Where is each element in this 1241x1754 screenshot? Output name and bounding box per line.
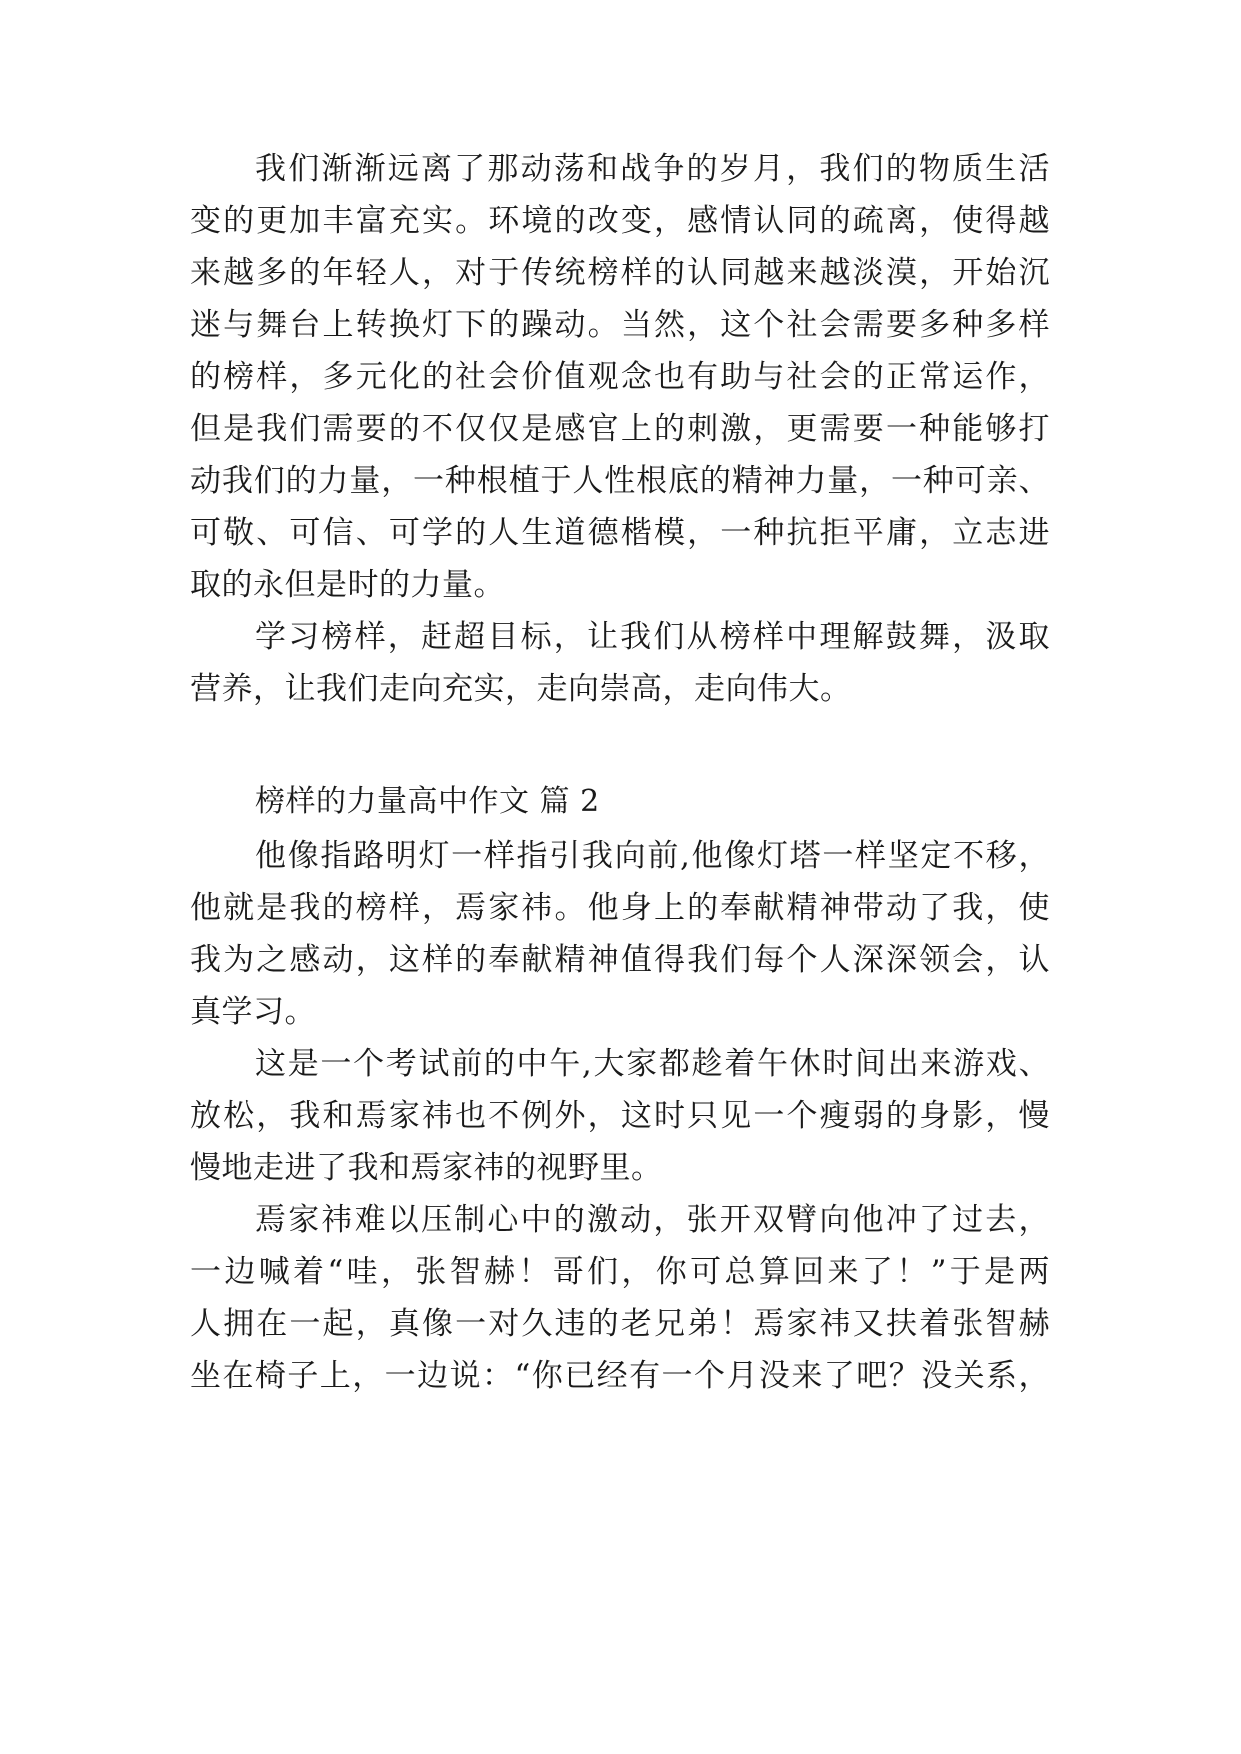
- text-line: 坐在椅子上，一边说：“你已经有一个月没来了吧？没关系，: [190, 1358, 1050, 1394]
- text-line: 焉家祎难以压制心中的激动，张开双臂向他冲了过去，: [255, 1202, 1050, 1238]
- text-line: 我为之感动，这样的奉献精神值得我们每个人深深领会，认: [190, 942, 1050, 978]
- text-line: 的榜样，多元化的社会价值观念也有助与社会的正常运作，: [190, 359, 1050, 395]
- text-line: 迷与舞台上转换灯下的躁动。当然，这个社会需要多种多样: [190, 307, 1050, 343]
- text-line: 学习榜样，赶超目标，让我们从榜样中理解鼓舞，汲取: [255, 619, 1050, 655]
- text-line: 变的更加丰富充实。环境的改变，感情认同的疏离，使得越: [190, 203, 1050, 239]
- text-line: 一边喊着“哇，张智赫！哥们，你可总算回来了！”于是两: [190, 1254, 1050, 1290]
- text-line: 他像指路明灯一样指引我向前,他像灯塔一样坚定不移，: [255, 838, 1050, 874]
- text-line: 但是我们需要的不仅仅是感官上的刺激，更需要一种能够打: [190, 411, 1050, 447]
- text-line: 放松，我和焉家祎也不例外，这时只见一个瘦弱的身影，慢: [190, 1098, 1050, 1134]
- text-line: 这是一个考试前的中午,大家都趁着午休时间出来游戏、: [255, 1046, 1050, 1082]
- text-line: 营养，让我们走向充实，走向崇高，走向伟大。: [190, 671, 852, 707]
- text-line: 来越多的年轻人，对于传统榜样的认同越来越淡漠，开始沉: [190, 255, 1050, 291]
- text-line: 动我们的力量，一种根植于人性根底的精神力量，一种可亲、: [190, 463, 1050, 499]
- text-line: 人拥在一起，真像一对久违的老兄弟！焉家祎又扶着张智赫: [190, 1306, 1050, 1342]
- text-line: 我们渐渐远离了那动荡和战争的岁月，我们的物质生活: [255, 151, 1050, 187]
- text-line: 真学习。: [190, 994, 316, 1030]
- text-line: 可敬、可信、可学的人生道德楷模，一种抗拒平庸，立志进: [190, 515, 1050, 551]
- section-heading: 榜样的力量高中作文 篇 2: [255, 784, 600, 819]
- text-line: 取的永但是时的力量。: [190, 567, 505, 603]
- text-line: 他就是我的榜样，焉家祎。他身上的奉献精神带动了我，使: [190, 890, 1050, 926]
- text-line: 慢地走进了我和焉家祎的视野里。: [190, 1150, 663, 1186]
